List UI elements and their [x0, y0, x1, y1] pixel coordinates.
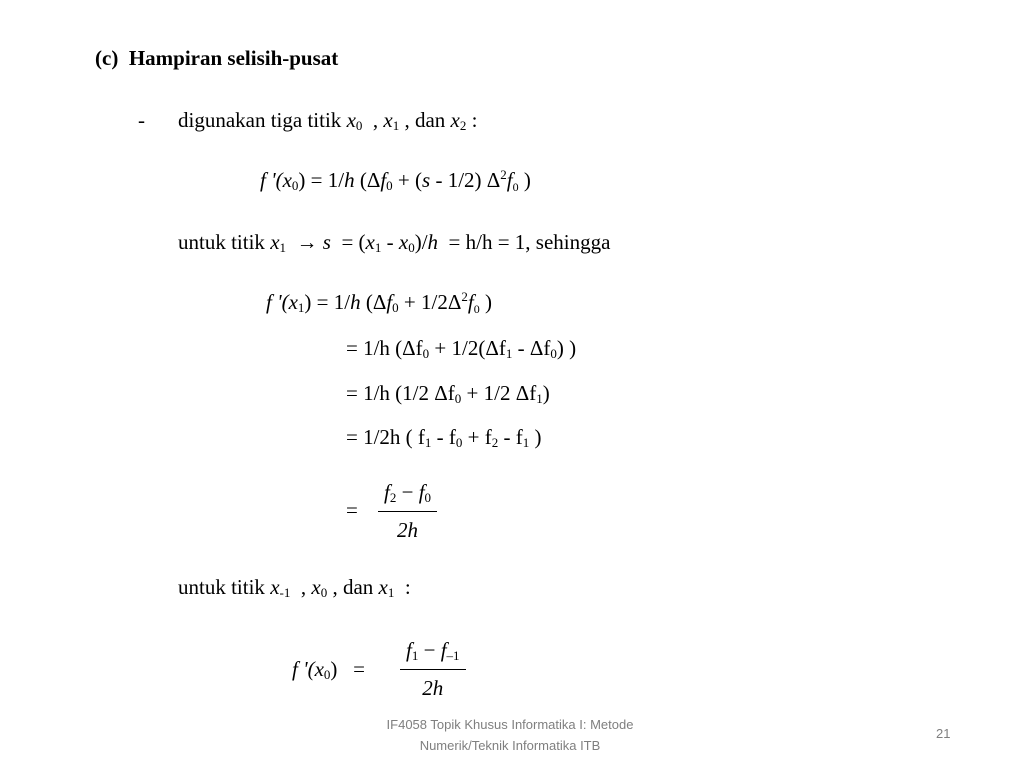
text-point-xm1: untuk titik $x_{-1}$ , $x_0$ , dan $x_1$ :: [178, 575, 411, 600]
derivation-line-3: = 1/h (1/2 $\Delta f_0 + 1/2$ $\Delta f_1$): [346, 381, 550, 406]
bullet-dash: -: [138, 108, 145, 132]
page-number: 21: [936, 726, 951, 741]
footer-line-2: Numerik/Teknik Informatika ITB: [419, 738, 601, 753]
slide-footer: [340, 714, 680, 756]
text-point-x1: untuk titik $x_1 \to s = (x_1 - x_0)/h = h/h = 1$, sehingga: [178, 230, 611, 255]
derivation-line-1: f '$(x_1) = 1/h$ ($\Delta f_0 + 1/2\Delta^2f_0$ ): [266, 289, 492, 316]
fraction-f1-fm1: [400, 638, 466, 701]
section-heading: [95, 48, 338, 69]
bullet-text: digunakan tiga titik $x_0$ , $x_1$ , dan $x_2$ :: [178, 108, 478, 133]
fraction-denominator: 2h: [397, 518, 419, 542]
derivation-line-2: = 1/h ($\Delta f_0 + 1/2(\Delta f_1 - \Delta f_0)$ ): [346, 336, 577, 361]
fraction-numerator: $f_2 - f_0$: [384, 480, 432, 505]
derivation-line-4: = 1/2h ( $f_1 - f_0 + f_2 - f_1$ ): [346, 425, 542, 450]
fraction-denominator: 2h: [422, 676, 444, 700]
bullet-intro: digunakan tiga titik: [178, 108, 342, 132]
section-label: (c): [95, 46, 119, 70]
section-title: Hampiran selisih-pusat: [128, 46, 339, 70]
arrow-icon: →: [296, 230, 318, 254]
fraction-numerator: $f_1 - f_{-1}$: [406, 638, 460, 663]
fraction-f2-f0: [378, 480, 437, 543]
equation-central-diff-s: f '$(x_0) = 1/h$ ($\Delta f_0 + (s - 1/2)$ $\Delta^2f_0$ ): [260, 167, 531, 194]
derivation-eq-sign: =: [346, 498, 358, 522]
footer-line-1: IF4058 Topik Khusus Informatika I: Metode: [386, 717, 634, 732]
final-equation-lhs: f '$(x_0)$ =: [292, 657, 365, 682]
